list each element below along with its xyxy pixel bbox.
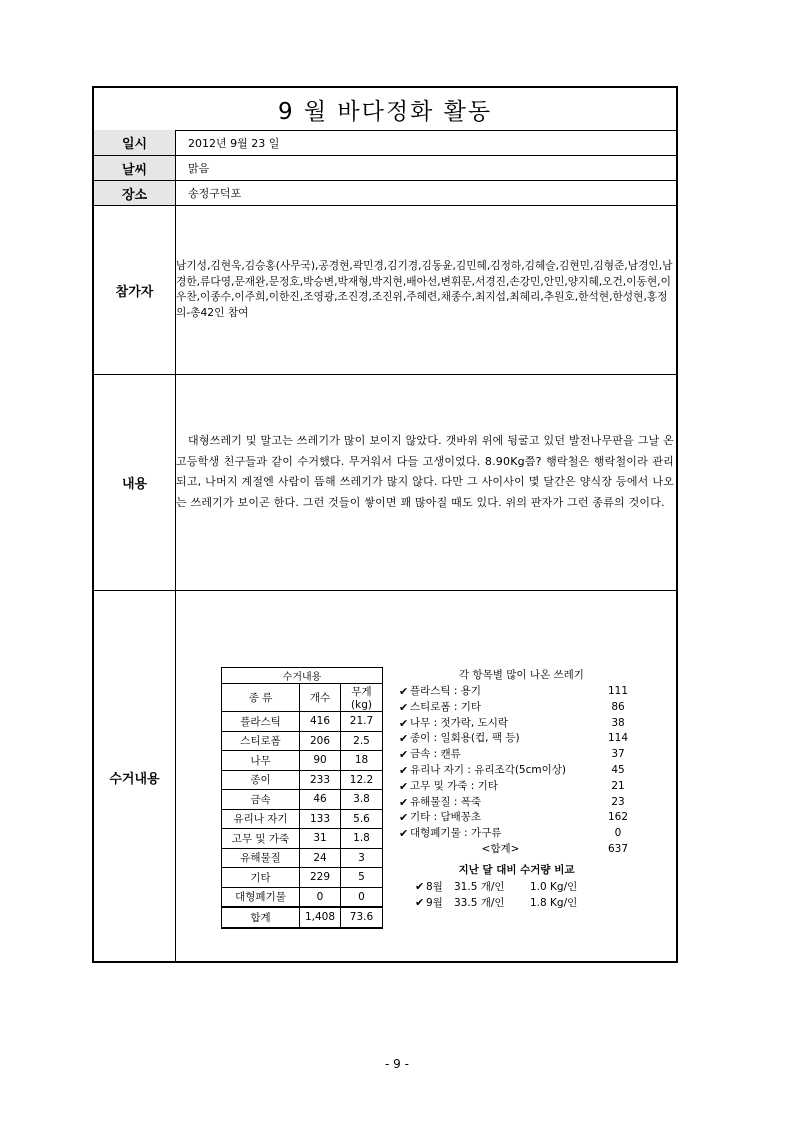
table-row: 고무 및 가죽 31 1.8 [222,829,383,849]
table-row: 유리나 자기 133 5.6 [222,809,383,829]
place-label: 장소 [94,181,176,205]
table-row: 나무 90 18 [222,751,383,771]
content-label: 내용 [94,375,176,590]
table-row: 기타 229 5 [222,868,383,888]
stat-item: ✔ 고무 및 가죽 : 기타 21 [399,779,625,793]
table-row: 금속 46 3.8 [222,790,383,810]
checkmark-icon: ✔ [399,732,409,746]
checkmark-icon: ✔ [399,700,409,714]
checkmark-icon: ✔ [399,795,409,809]
date-label: 일시 [94,130,176,155]
stat-total: <합계> 637 [481,842,629,855]
checkmark-icon: ✔ [399,779,409,793]
content-value: 대형쓰레기 및 말고는 쓰레기가 많이 보이지 않았다. 갯바위 위에 뒹굴고 있던 발전나무판을 그날 온 고등학생 친구들과 같이 수거했다. 무거워서 다들 고생이었다. 8.90Kg쯤? 행락철은 행락철이라 관리되고, 나머지 계절엔 사람이 뜸해 쓰레기가 많지 않다. 다만 그 사이사이 몇 달간은 양식장 등에서 나오는 쓰레기가 보이곤 한다. 그런 것들이 쌓이면 꽤 많아질 때도 있다. 위의 판자가 그런 종류의 것이다. [176,434,674,509]
date-value: 2012년 9월 23 일 [188,136,280,150]
comparison-heading: 지난 달 대비 수거량 비교 [458,863,575,876]
checkmark-icon: ✔ [399,748,409,762]
item-stats-panel [399,667,634,911]
checkmark-icon: ✔ [415,879,425,893]
page-number: - 9 - [385,1057,409,1071]
collection-label: 수거내용 [94,591,176,963]
collection-table [221,667,383,929]
comparison-row: ✔ 8월 31.5 개/인 1.0 Kg/인 [415,879,578,893]
checkmark-icon: ✔ [399,763,409,777]
table-row: 스티로폼 206 2.5 [222,731,383,751]
collection-row [94,591,676,963]
stat-item: ✔ 나무 : 젓가락, 도시락 38 [399,716,625,730]
stat-item: ✔ 스티로폼 : 기타 86 [399,700,625,714]
header-count: 개수 [300,684,341,712]
report-title: 9 월 바다정화 활동 [94,88,676,131]
collection-table-caption: 수거내용 [222,668,383,684]
stat-item: ✔ 금속 : 캔류 37 [399,748,625,762]
place-row [94,181,676,206]
place-value: 송정구덕포 [188,187,242,200]
checkmark-icon: ✔ [399,716,409,730]
table-row: 유해물질 24 3 [222,848,383,868]
item-stats-heading: 각 항목별 많이 나온 쓰레기 [459,669,584,681]
stat-item: ✔ 기타 : 담배꽁초 162 [399,811,629,825]
participants-row [94,206,676,375]
stat-item: ✔ 유리나 자기 : 유리조각(5cm이상) 45 [399,763,625,777]
comparison-row: ✔ 9월 33.5 개/인 1.8 Kg/인 [415,895,578,909]
weather-label: 날씨 [94,156,176,180]
header-weight: 무게(kg) [341,684,383,712]
table-row: 플라스틱 416 21.7 [222,712,383,732]
header-type: 종 류 [222,684,300,712]
checkmark-icon: ✔ [415,895,425,909]
checkmark-icon: ✔ [399,827,409,841]
weather-value: 맑음 [188,162,210,175]
participants-label: 참가자 [94,206,176,374]
content-row [94,375,676,591]
checkmark-icon: ✔ [399,685,409,698]
table-total-row: 합계 1,408 73.6 [222,907,383,928]
table-row: 대형폐기물 0 0 [222,887,383,907]
weather-row [94,156,676,181]
collection-table-header [222,684,383,712]
date-row [94,130,676,156]
stat-item: ✔ 종이 : 일회용(컵, 팩 등) 114 [399,732,629,746]
stat-item: ✔ 대형폐기물 : 가구류 0 [399,827,622,841]
stat-item: ✔ 유해물질 : 폭죽 23 [399,795,625,809]
checkmark-icon: ✔ [399,811,409,825]
stat-item: ✔ 플라스틱 : 용기 111 [399,685,629,698]
activity-report-sheet [92,86,678,963]
participants-value: 남기성,김현욱,김승홍(사무국),공경현,곽민경,김기경,김동윤,김민혜,김정하,김혜슬,김현민,김형준,남경인,남경한,류다영,문재완,문정호,박승변,박재형,박지현,배아선,변휘문,서경진,손강민,안민,양지혜,오건,이동현,이우찬,이종수,이주희,이한진,조영광,조진경,조진위,주혜련,채종수,최지섭,최혜리,추원호,한석현,한성현,홍정의-총42인 참여 [176,259,673,320]
table-row: 종이 233 12.2 [222,770,383,790]
